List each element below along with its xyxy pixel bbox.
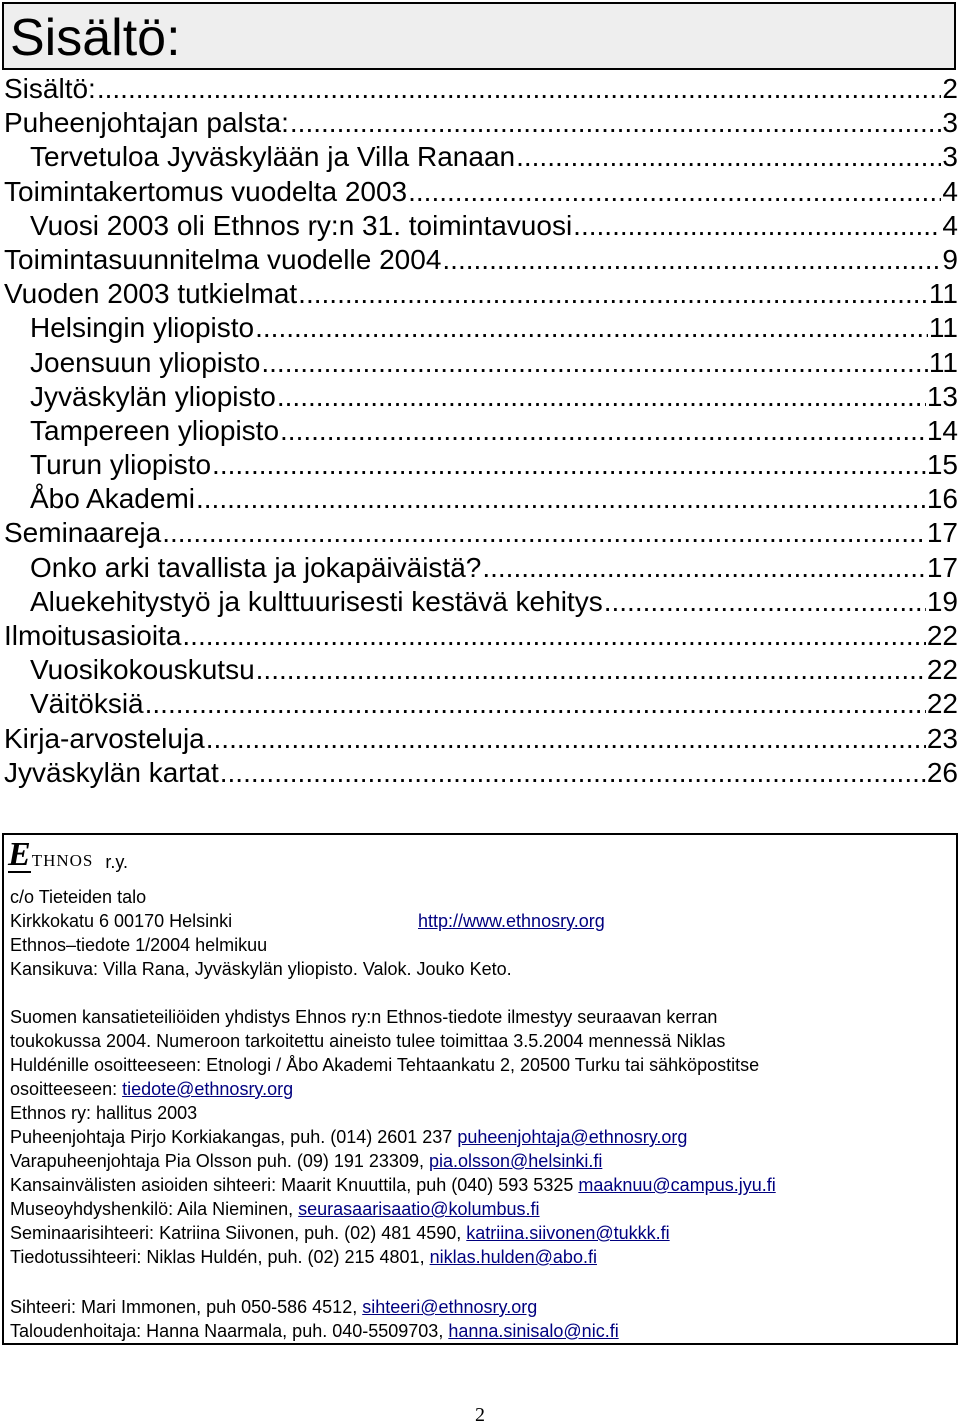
toc-dot-leader (261, 346, 928, 380)
board-member-line (10, 1149, 950, 1173)
toc-entry-label: Aluekehitystyö ja kulttuurisesti kestävä kehitys (30, 585, 603, 617)
toc-entry-label: Åbo Akademi (30, 483, 195, 515)
address-street: Kirkkokatu 6 00170 Helsinki (10, 911, 233, 931)
tiedote-email-link[interactable]: tiedote@ethnosry.org (122, 1079, 294, 1099)
board-member-email-link[interactable]: puheenjohtaja@ethnosry.org (457, 1127, 688, 1147)
notice-line-2: toukokussa 2004. Numeroon tarkoitettu aineisto tulee toimittaa 3.5.2004 mennessä Niklas (10, 1031, 726, 1051)
address-line-2 (10, 909, 950, 933)
toc-dot-leader (298, 277, 928, 311)
treasurer-email-link[interactable]: hanna.sinisalo@nic.fi (448, 1321, 619, 1341)
toc-dot-leader (516, 140, 941, 174)
toc-dot-leader (290, 106, 942, 140)
toc-entry-label: Onko arki tavallista ja jokapäiväistä? (30, 551, 482, 583)
table-of-contents (4, 72, 958, 790)
toc-dot-leader (277, 380, 926, 414)
toc-dot-leader (162, 516, 926, 550)
toc-entry-label: Helsingin yliopisto (30, 312, 255, 344)
treasurer-text: Taloudenhoitaja: Hanna Naarmala, puh. 040-5509703, (10, 1321, 449, 1341)
toc-dot-leader (408, 175, 941, 209)
publication-info-box (2, 833, 958, 1345)
toc-entry-label: Jyväskylän kartat (4, 756, 219, 788)
toc-entry-page: 3 (942, 141, 958, 173)
cover-credit: Kansikuva: Villa Rana, Jyväskylän yliopisto. Valok. Jouko Keto. (10, 959, 512, 979)
toc-entry[interactable] (4, 619, 958, 653)
toc-entry-page: 22 (926, 620, 958, 651)
board-member-text: Museoyhdyshenkilö: Aila Nieminen, (10, 1199, 299, 1219)
toc-entry-label: Tervetuloa Jyväskylään ja Villa Ranaan (30, 141, 516, 173)
toc-entry[interactable] (4, 380, 958, 414)
board-member-line (10, 1173, 950, 1197)
website-link[interactable]: http://www.ethnosry.org (418, 911, 605, 931)
toc-dot-leader (573, 209, 941, 243)
toc-entry[interactable] (4, 756, 958, 790)
toc-entry-label: Vuosikokouskutsu (30, 654, 255, 686)
toc-entry-label: Puheenjohtajan palsta: (4, 107, 289, 139)
toc-entry[interactable] (4, 106, 958, 140)
toc-entry-label: Sisältö: (4, 73, 96, 104)
toc-entry[interactable] (4, 482, 958, 516)
toc-entry-page: 26 (926, 756, 958, 788)
toc-entry-label: Toimintakertomus vuodelta 2003 (4, 175, 408, 207)
toc-entry-page: 19 (926, 585, 958, 617)
toc-entry-label: Vuoden 2003 tutkielmat (4, 278, 298, 310)
toc-entry-page: 9 (942, 243, 958, 275)
page-number: 2 (475, 1404, 485, 1426)
toc-dot-leader (482, 551, 926, 585)
toc-entry[interactable] (4, 175, 958, 209)
board-member-line (10, 1245, 950, 1269)
board-member-line (10, 1125, 950, 1149)
board-member-text: Tiedotussihteeri: Niklas Huldén, puh. (02) 215 4801, (10, 1247, 430, 1267)
toc-entry-page: 17 (926, 551, 958, 583)
toc-entry[interactable] (4, 687, 958, 721)
toc-entry-label: Toimintasuunnitelma vuodelle 2004 (4, 243, 442, 275)
toc-dot-leader (182, 619, 925, 653)
toc-entry-page: 17 (926, 517, 958, 549)
toc-entry[interactable] (4, 311, 958, 345)
toc-entry-label: Seminaareja (4, 517, 162, 549)
board-member-text: Puheenjohtaja Pirjo Korkiakangas, puh. (014) 2601 237 (10, 1127, 458, 1147)
toc-entry-page: 16 (926, 483, 958, 515)
toc-dot-leader (97, 72, 942, 106)
board-member-email-link[interactable]: maaknuu@campus.jyu.fi (578, 1175, 776, 1195)
notice-line-3: Huldénille osoitteeseen: Etnologi / Åbo Akademi Tehtaankatu 2, 20500 Turku tai sähköpostitse (10, 1055, 760, 1075)
treasurer-line (10, 1319, 950, 1343)
board-heading: Ethnos ry: hallitus 2003 (10, 1103, 198, 1123)
board-member-text: Varapuheenjohtaja Pia Olsson puh. (09) 191 23309, (10, 1151, 429, 1171)
toc-entry[interactable] (4, 585, 958, 619)
toc-entry-page: 11 (928, 278, 958, 310)
ethnos-logo (8, 836, 129, 873)
toc-entry-page: 3 (942, 107, 958, 139)
toc-entry-label: Tampereen yliopisto (30, 414, 280, 446)
toc-entry[interactable] (4, 653, 958, 687)
toc-entry-label: Vuosi 2003 oli Ethnos ry:n 31. toimintavuosi (30, 209, 573, 241)
toc-entry-page: 4 (942, 175, 958, 207)
secretary-text: Sihteeri: Mari Immonen, puh 050-586 4512, (10, 1297, 363, 1317)
toc-dot-leader (255, 311, 928, 345)
logo-letter: E (8, 836, 31, 873)
toc-entry-page: 22 (926, 688, 958, 720)
board-member-email-link[interactable]: katriina.siivonen@tukkk.fi (466, 1223, 670, 1243)
board-member-text: Seminaarisihteeri: Katriina Siivonen, puh. (02) 481 4590, (10, 1223, 467, 1243)
board-member-text: Kansainvälisten asioiden sihteeri: Maarit Knuuttila, puh (040) 593 5325 (10, 1175, 579, 1195)
toc-entry[interactable] (4, 277, 958, 311)
toc-heading: Sisältö: (10, 9, 181, 67)
notice-line-4-text: osoitteeseen: (10, 1079, 123, 1099)
toc-entry[interactable] (4, 448, 958, 482)
toc-entry[interactable] (4, 551, 958, 585)
toc-dot-leader (206, 722, 926, 756)
secretary-line (10, 1295, 950, 1319)
board-member-email-link[interactable]: pia.olsson@helsinki.fi (428, 1151, 603, 1171)
logo-text: THNOS (31, 851, 94, 870)
toc-entry[interactable] (4, 140, 958, 174)
toc-entry-label: Joensuun yliopisto (30, 346, 261, 378)
toc-dot-leader (196, 482, 926, 516)
toc-entry-label: Ilmoitusasioita (4, 620, 182, 651)
board-member-line (10, 1197, 950, 1221)
secretary-email-link[interactable]: sihteeri@ethnosry.org (362, 1297, 538, 1317)
toc-entry-page: 4 (942, 209, 958, 241)
toc-entry[interactable] (4, 516, 958, 550)
toc-entry[interactable] (4, 722, 958, 756)
board-member-line (10, 1221, 950, 1245)
notice-line-4 (10, 1077, 950, 1101)
logo-suffix: r.y. (105, 852, 129, 872)
toc-entry-label: Jyväskylän yliopisto (30, 380, 276, 412)
toc-dot-leader (220, 756, 926, 790)
toc-entry-page: 23 (926, 722, 958, 754)
toc-dot-leader (256, 653, 926, 687)
toc-dot-leader (604, 585, 926, 619)
toc-entry-page: 11 (928, 312, 958, 344)
toc-entry[interactable] (4, 414, 958, 448)
toc-dot-leader (442, 243, 941, 277)
board-member-email-link[interactable]: niklas.hulden@abo.fi (429, 1247, 597, 1267)
toc-entry[interactable] (4, 72, 958, 106)
board-member-email-link[interactable]: seurasaarisaatio@kolumbus.fi (298, 1199, 540, 1219)
address-line-1: c/o Tieteiden talo (10, 887, 147, 907)
toc-entry-label: Kirja-arvosteluja (4, 722, 205, 754)
toc-entry-page: 14 (926, 414, 958, 446)
toc-entry[interactable] (4, 243, 958, 277)
toc-entry-page: 15 (926, 449, 958, 481)
toc-heading-box (2, 2, 956, 70)
toc-dot-leader (212, 448, 926, 482)
toc-entry-page: 13 (926, 380, 958, 412)
toc-entry[interactable] (4, 346, 958, 380)
toc-dot-leader (145, 687, 926, 721)
issue-line: Ethnos–tiedote 1/2004 helmikuu (10, 935, 268, 955)
toc-entry-page: 11 (928, 346, 958, 378)
toc-dot-leader (280, 414, 926, 448)
toc-entry-page: 22 (926, 654, 958, 686)
toc-entry-label: Turun yliopisto (30, 449, 212, 481)
toc-entry-label: Väitöksiä (30, 688, 144, 720)
toc-entry-page: 2 (942, 73, 958, 104)
toc-entry[interactable] (4, 209, 958, 243)
notice-line-1: Suomen kansatieteiliöiden yhdistys Ehnos ry:n Ethnos-tiedote ilmestyy seuraavan kerran (10, 1007, 718, 1027)
